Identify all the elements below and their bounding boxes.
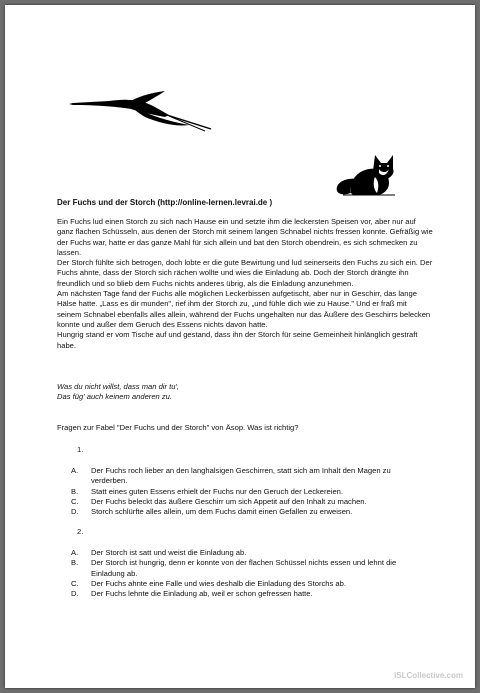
answer-option[interactable] [71, 579, 427, 589]
option-letter: B. [71, 486, 79, 496]
story-text [57, 217, 433, 351]
story-paragraph: Hungrig stand er vom Tische auf und gestand, dass ihn der Storch für seine Gemeinheit hinlänglich gestraft habe. [57, 330, 418, 350]
option-text: Der Fuchs beleckt das äußere Geschirr um sich Appetit auf den Inhalt zu machen. [91, 496, 367, 506]
watermark: iSLCollective.com [394, 671, 463, 680]
answer-option[interactable] [71, 558, 427, 579]
question-2-options [71, 548, 427, 599]
story-paragraph: Der Storch fühlte sich betrogen, doch lobte er die gute Bewirtung und lud seinerseits den Fuchs zu sich ein. Der Fuchs ahnte, dass der Storch sich rächen wollte und wies die Einladung ab. Doch der Storch drängte ihn freundlich und so blieb dem Fuchs nichts anderes übrig, als die Einladung anzunehmen. [57, 258, 433, 288]
answer-option[interactable] [71, 497, 427, 507]
option-letter: B. [71, 558, 79, 568]
worksheet-page [5, 5, 475, 688]
answer-option[interactable] [71, 548, 427, 558]
story-paragraph: Ein Fuchs lud einen Storch zu sich nach Hause ein und setzte ihm die leckersten Speisen vor, aber nur auf ganz flachen Schüsseln, aus denen der Storch mit seinem langen Schnabel nichts fressen konnte. Gefräßig wie der Fuchs war, hatte er das ganze Mahl für sich allein und bat den Storch obendrein, es sich schmecken zu lassen. [57, 217, 433, 257]
moral-line: Was du nicht willst, dass man dir tu', [57, 382, 180, 391]
story-title: Der Fuchs und der Storch (http://online-lernen.levrai.de ) [57, 198, 273, 207]
question-1-options [71, 466, 427, 517]
sitting-fox-icon [333, 151, 405, 197]
option-letter: D. [71, 589, 79, 599]
option-letter: C. [71, 496, 79, 506]
flying-stork-icon [69, 89, 213, 133]
moral-text [57, 382, 433, 403]
answer-option[interactable] [71, 466, 427, 487]
question-number: 1. [77, 445, 84, 454]
option-text: Der Fuchs lehnte die Einladung ab, weil er schon gefressen hatte. [91, 589, 313, 599]
option-text: Der Storch ist hungrig, denn er konnte von der flachen Schüssel nichts essen und lehnt die Einladung ab. [91, 558, 397, 578]
moral-line: Das füg' auch keinem anderen zu. [57, 392, 173, 402]
option-letter: A. [71, 548, 79, 557]
answer-option[interactable] [71, 507, 427, 517]
option-text: Der Storch ist satt und weist die Einladung ab. [91, 548, 247, 557]
option-text: Storch schlürfte alles allein, um dem Fuchs damit einen Gefallen zu erweisen. [91, 507, 353, 517]
story-paragraph: Am nächsten Tage fand der Fuchs alle möglichen Leckerbissen aufgetischt, aber nur in Geschirr, das lange Hälse hatte. „Lass es dir munden", rief ihm der Storch zu, „und fühle dich wie zu Hause." Und er fraß mit seinem Schnabel ebenfalls alles allein, während der Fuchs ungehalten nur das Äußere des Geschirrs belecken konnte und außer dem Geruch des Essens nichts davon hatte. [57, 289, 431, 329]
answer-option[interactable] [71, 487, 427, 497]
option-letter: A. [71, 466, 79, 475]
option-letter: C. [71, 578, 79, 588]
option-text: Statt eines guten Essens erhielt der Fuchs nur den Geruch der Leckereien. [91, 486, 344, 496]
option-text: Der Fuchs roch lieber an den langhalsigen Geschirren, statt sich am Inhalt den Magen zu verderben. [91, 466, 391, 486]
question-number: 2. [77, 527, 84, 536]
option-letter: D. [71, 507, 79, 517]
answer-option[interactable] [71, 589, 427, 599]
question-heading: Fragen zur Fabel "Der Fuchs und der Storch" von Äsop. Was ist richtig? [57, 423, 299, 432]
option-text: Der Fuchs ahnte eine Falle und wies deshalb die Einladung des Storchs ab. [91, 578, 346, 588]
